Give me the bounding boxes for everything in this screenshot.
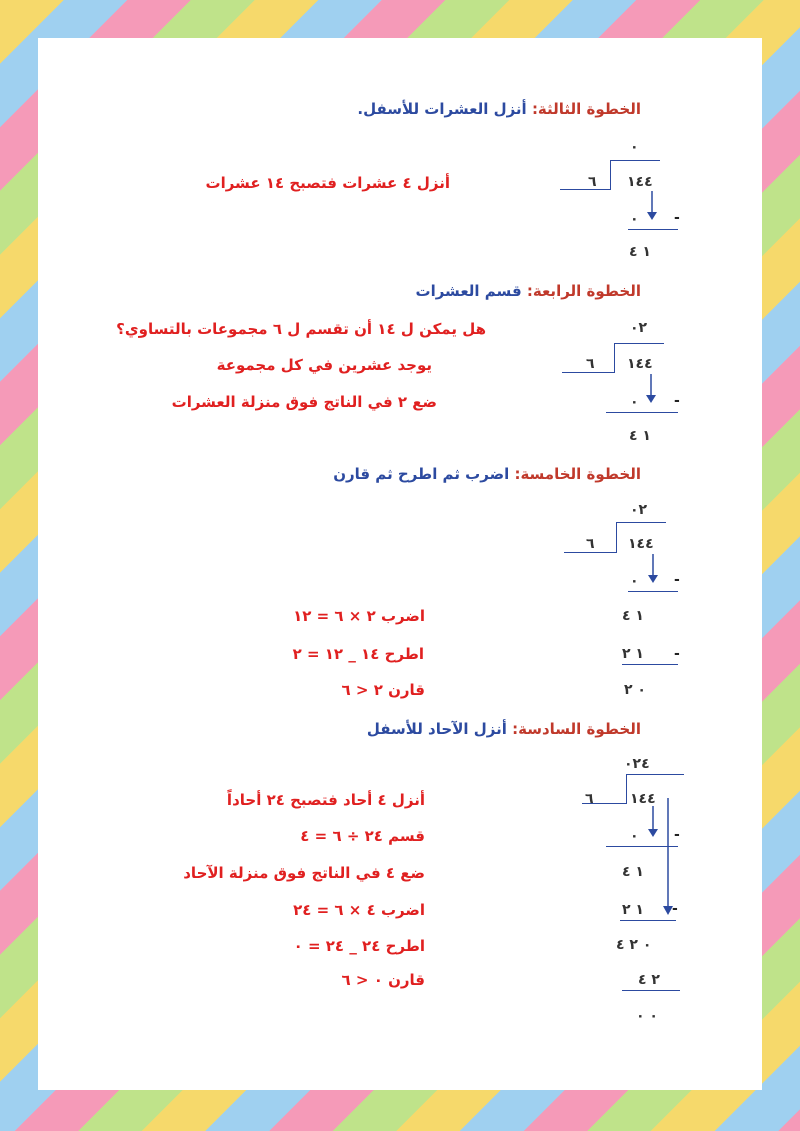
step6-row-2: ١ ٢ <box>622 902 644 918</box>
step5-divisor: ٦ <box>586 536 595 552</box>
step5-bracket-side <box>616 522 617 553</box>
step3-note: أنزل ٤ عشرات فتصبح ١٤ عشرات <box>205 174 450 192</box>
step3-subtrahend: ٠ <box>630 211 639 227</box>
step3-sub-line <box>628 229 678 230</box>
step6-note-3: ضع ٤ في الناتج فوق منزلة الآحاد <box>183 864 425 882</box>
step5-bring-down-arrow-icon <box>647 554 659 584</box>
step6-heading <box>367 720 641 738</box>
step6-bracket-top <box>626 774 684 775</box>
step4-divisor: ٦ <box>586 356 595 372</box>
step6-minus-sign-2: - <box>672 901 678 917</box>
step6-note-4: اضرب ٤ × ٦ = ٢٤ <box>293 901 425 919</box>
step4-note-2: يوجد عشرين في كل مجموعة <box>216 356 432 374</box>
step4-divisor-line <box>562 372 614 373</box>
step6-row-3: ٠ ٢ ٤ <box>616 937 652 953</box>
step4-bracket-top <box>614 343 664 344</box>
step4-label: الخطوة الرابعة: <box>526 282 641 300</box>
step5-divisor-line <box>564 552 616 553</box>
step3-text: أنزل العشرات للأسفل. <box>357 100 527 118</box>
step4-text: قسم العشرات <box>415 282 522 300</box>
step6-dividend: ١٤٤ <box>630 791 656 807</box>
step3-divisor-line <box>560 189 610 190</box>
step6-note-1: أنزل ٤ أحاد فتصبح ٢٤ أحاداً <box>226 791 425 809</box>
step5-bracket-top <box>616 522 666 523</box>
step4-bracket-side <box>614 343 615 373</box>
worksheet-page <box>38 38 762 1090</box>
step6-sub-line-2 <box>620 920 676 921</box>
step5-row-3: ٠ ٢ <box>624 682 646 698</box>
step6-bracket-side <box>626 774 627 804</box>
step4-bring-down-arrow-icon <box>645 374 657 404</box>
step6-row-1: ١ ٤ <box>622 864 644 880</box>
step6-ones-arrow-icon <box>662 798 674 916</box>
step5-note-2: اطرح ١٤ _ ١٢ = ٢ <box>292 645 424 663</box>
step4-remainder: ١ ٤ <box>629 428 651 444</box>
step4-note-1: هل يمكن ل ١٤ أن تقسم ل ٦ مجموعات بالتساوي؟ <box>116 320 486 338</box>
step3-bracket-side <box>610 160 611 190</box>
step5-quotient: ٠٢ <box>630 502 648 518</box>
step5-note-3: قارن ٢ < ٦ <box>341 681 425 699</box>
step6-text: أنزل الآحاد للأسفل <box>366 720 507 738</box>
step6-sub-line-1 <box>606 846 678 847</box>
step5-minus-sign-2: - <box>674 646 680 662</box>
step5-minus-sign-1: - <box>674 572 680 588</box>
step5-sub-line-1 <box>628 591 678 592</box>
step4-dividend: ١٤٤ <box>627 356 653 372</box>
step6-row-4: ٢ ٤ <box>638 972 660 988</box>
step6-label: الخطوة السادسة: <box>512 720 641 738</box>
step5-row-1: ١ ٤ <box>622 608 644 624</box>
step3-heading <box>357 100 641 118</box>
step5-row-2: ١ ٢ <box>622 646 644 662</box>
step4-heading <box>416 282 641 300</box>
step4-subtrahend: ٠ <box>630 394 639 410</box>
step3-dividend: ١٤٤ <box>627 174 653 190</box>
step6-subtrahend: ٠ <box>630 828 639 844</box>
step6-sub-line-3 <box>622 990 680 991</box>
step3-minus-sign: - <box>674 210 680 226</box>
step6-quotient: ٠٢٤ <box>624 756 650 772</box>
step5-heading <box>333 465 641 483</box>
step3-divisor: ٦ <box>588 174 597 190</box>
step3-quotient: ٠ <box>630 139 639 155</box>
step6-minus-sign-1: - <box>674 827 680 843</box>
step6-divisor: ٦ <box>585 791 594 807</box>
step3-remainder: ١ ٤ <box>629 244 651 260</box>
step4-note-3: ضع ٢ في الناتج فوق منزلة العشرات <box>171 393 437 411</box>
step3-bring-down-arrow-icon <box>646 191 658 221</box>
step4-minus-sign: - <box>674 393 680 409</box>
step6-note-5: اطرح ٢٤ _ ٢٤ = ٠ <box>293 937 425 955</box>
step5-sub-line-2 <box>622 664 678 665</box>
step6-note-6: قارن ٠ < ٦ <box>341 971 425 989</box>
step5-note-1: اضرب ٢ × ٦ = ١٢ <box>293 607 425 625</box>
step5-text: اضرب ثم اطرح ثم قارن <box>333 465 510 483</box>
step6-row-5: ٠ ٠ <box>636 1008 658 1024</box>
step4-sub-line <box>606 412 678 413</box>
step5-dividend: ١٤٤ <box>628 536 654 552</box>
step6-note-2: قسم ٢٤ ÷ ٦ = ٤ <box>300 827 425 845</box>
step5-label: الخطوة الخامسة: <box>514 465 641 483</box>
step5-subtrahend: ٠ <box>630 573 639 589</box>
step3-bracket-top <box>610 160 660 161</box>
step6-tens-arrow-icon <box>647 806 659 838</box>
step4-quotient: ٠٢ <box>630 320 648 336</box>
step3-label: الخطوة الثالثة: <box>531 100 641 118</box>
